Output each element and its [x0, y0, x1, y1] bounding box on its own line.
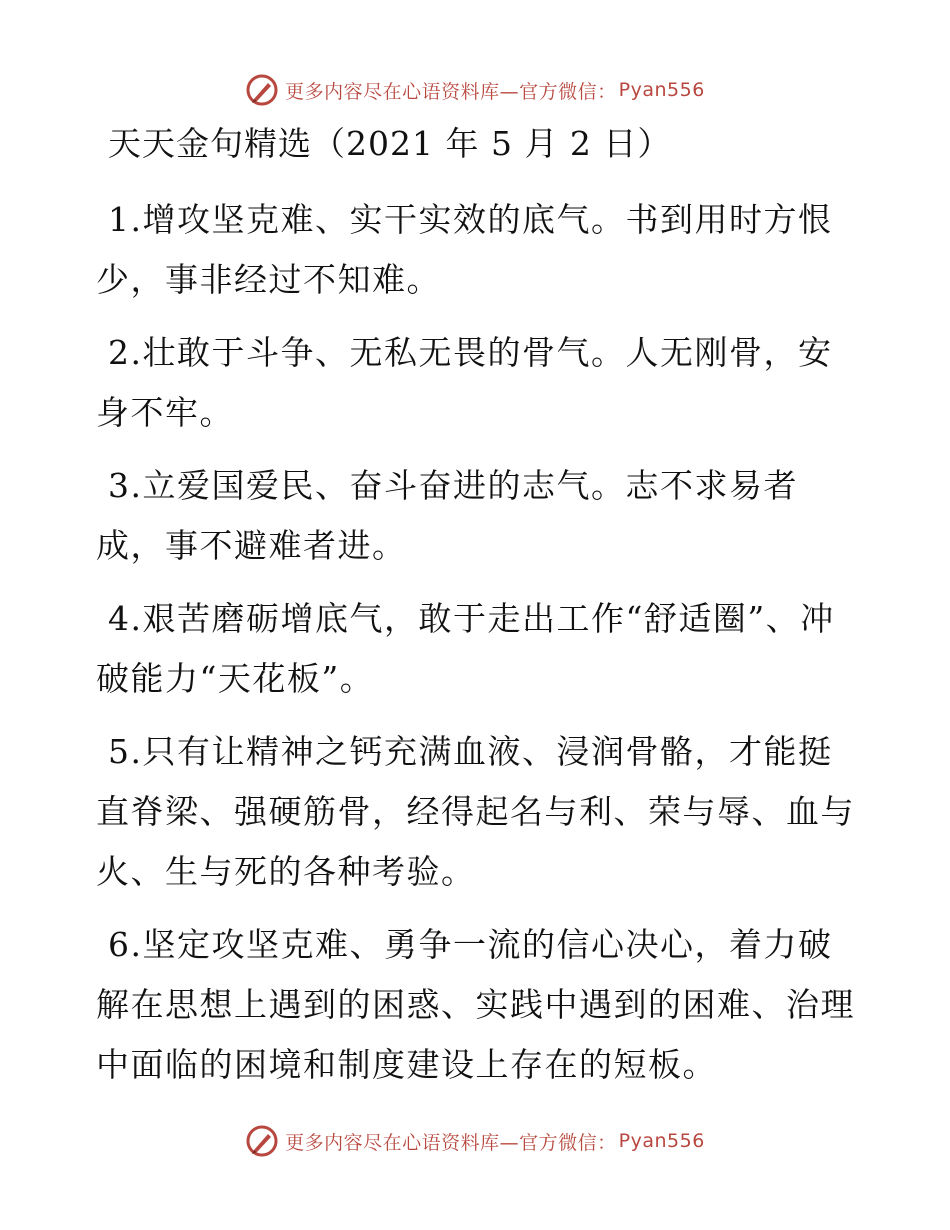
quote-list [96, 190, 856, 1108]
watermark-wechat-id: Pyan556 [618, 1130, 705, 1152]
quote-item-1: 1.增攻坚克难、实干实效的底气。书到用时方恨少，事非经过不知难。 [96, 200, 833, 299]
pen-logo-icon [245, 73, 279, 107]
quote-item-4: 4.艰苦磨砺增底气，敢于走出工作“舒适圈”、冲破能力“天花板”。 [96, 599, 835, 698]
watermark-wechat-id: Pyan556 [618, 79, 705, 101]
watermark-text: 更多内容尽在心语资料库—官方微信： [285, 1131, 617, 1154]
footer-watermark [0, 1121, 950, 1161]
header-watermark [0, 70, 950, 110]
quote-item-2: 2.壮敢于斗争、无私无畏的骨气。人无刚骨，安身不牢。 [96, 333, 833, 432]
quote-item-5: 5.只有让精神之钙充满血液、浸润骨骼，才能挺直脊梁、强硬筋骨，经得起名与利、荣与辱、血与火、生与死的各种考验。 [96, 732, 855, 891]
quote-item-6: 6.坚定攻坚克难、勇争一流的信心决心，着力破解在思想上遇到的困惑、实践中遇到的困难、治理中面临的困境和制度建设上存在的短板。 [96, 925, 855, 1084]
watermark-text: 更多内容尽在心语资料库—官方微信： [285, 80, 617, 103]
pen-logo-icon [245, 1124, 279, 1158]
quote-item-3: 3.立爱国爱民、奋斗奋进的志气。志不求易者成，事不避难者进。 [96, 466, 798, 565]
document-title: 天天金句精选（2021 年 5 月 2 日） [108, 124, 672, 163]
